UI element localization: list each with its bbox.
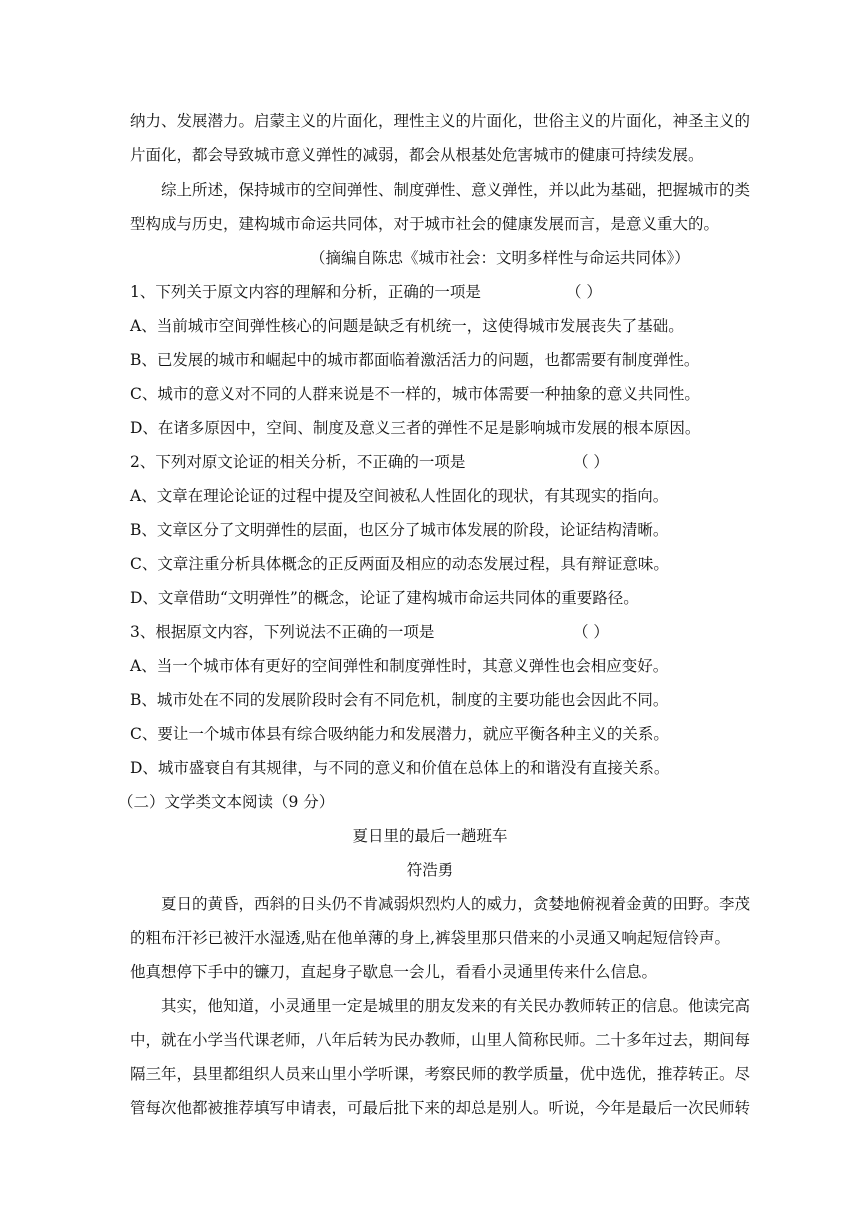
story-author: 符浩勇 [406,861,454,879]
option-3c: C、要让一个城市体县有综合吸纳能力和发展潜力，就应平衡各种主义的关系。 [130,725,669,743]
option-1c: C、城市的意义对不同的人群来说是不一样的，城市体需要一种抽象的意义共同性。 [130,385,700,403]
question-stem-3: 3、根据原文内容，下列说法不正确的一项是 [130,623,435,641]
story-line: 管每次他都被推荐填写申请表，可最后批下来的却总是别人。听说，今年是最后一次民师转 [130,1099,751,1117]
answer-paren-3: （ ） [573,623,609,641]
option-2a: A、文章在理论论证的过程中提及空间被私人性固化的现状，有其现实的指向。 [130,487,669,505]
conclusion-line: 型构成与历史，建构城市命运共同体，对于城市社会的健康发展而言，是意义重大的。 [130,215,720,233]
story-line: 隔三年，县里都组织人员来山里小学听课，考察民师的教学质量，优中选优，推荐转正。尽 [130,1065,751,1083]
story-line: 的粗布汗衫已被汗水湿透,贴在他单薄的身上,裤袋里那只借来的小灵通又响起短信铃声。 [130,929,730,947]
option-2c: C、文章注重分析具体概念的正反两面及相应的动态发展过程，具有辩证意味。 [130,555,669,573]
story-title: 夏日里的最后一趟班车 [352,827,508,845]
option-3b: B、城市处在不同的发展阶段时会有不同危机，制度的主要功能也会因此不同。 [130,691,669,709]
conclusion-line: 综上所述，保持城市的空间弹性、制度弹性、意义弹性，并以此为基础，把握城市的类 [161,181,751,199]
story-line: 中，就在小学当代课老师，八年后转为民办教师，山里人简称民师。二十多年过去，期间每 [130,1031,751,1049]
passage-line: 片面化，都会导致城市意义弹性的减弱，都会从根基处危害城市的健康可持续发展。 [130,146,704,164]
question-stem-1: 1、下列关于原文内容的理解和分析，正确的一项是 [130,283,481,301]
option-1a: A、当前城市空间弹性核心的问题是缺乏有机统一，这使得城市发展丧失了基础。 [130,317,684,335]
source-citation: （摘编自陈忠《城市社会：文明多样性与命运共同体》） [310,249,690,267]
answer-paren-2: （ ） [573,453,609,471]
story-line: 其实，他知道，小灵通里一定是城里的朋友发来的有关民办教师转正的信息。他读完高 [161,997,751,1015]
answer-paren-1: （ ） [566,283,602,301]
option-2b: B、文章区分了文明弹性的层面，也区分了城市体发展的阶段，论证结构清晰。 [130,521,669,539]
option-1d: D、在诸多原因中，空间、制度及意义三者的弹性不足是影响城市发展的根本原因。 [130,419,701,437]
story-line: 夏日的黄昏，西斜的日头仍不肯减弱炽烈灼人的威力，贪婪地俯视着金黄的田野。李茂 [161,895,751,913]
section-heading: （二）文学类文本阅读（9 分） [118,793,335,811]
option-2d: D、文章借助“文明弹性”的概念，论证了建构城市命运共同体的重要路径。 [130,589,639,607]
option-3a: A、当一个城市体有更好的空间弹性和制度弹性时，其意义弹性也会相应变好。 [130,657,669,675]
story-line: 他真想停下手中的镰刀，直起身子歇息一会儿，看看小灵通里传来什么信息。 [130,963,658,981]
option-3d: D、城市盛衰自有其规律，与不同的意义和价值在总体上的和谐没有直接关系。 [130,759,670,777]
question-stem-2: 2、下列对原文论证的相关分析，不正确的一项是 [130,453,466,471]
passage-line: 纳力、发展潜力。启蒙主义的片面化，理性主义的片面化，世俗主义的片面化，神圣主义的 [130,112,751,130]
option-1b: B、已发展的城市和崛起中的城市都面临着激活活力的问题，也都需要有制度弹性。 [130,351,700,369]
